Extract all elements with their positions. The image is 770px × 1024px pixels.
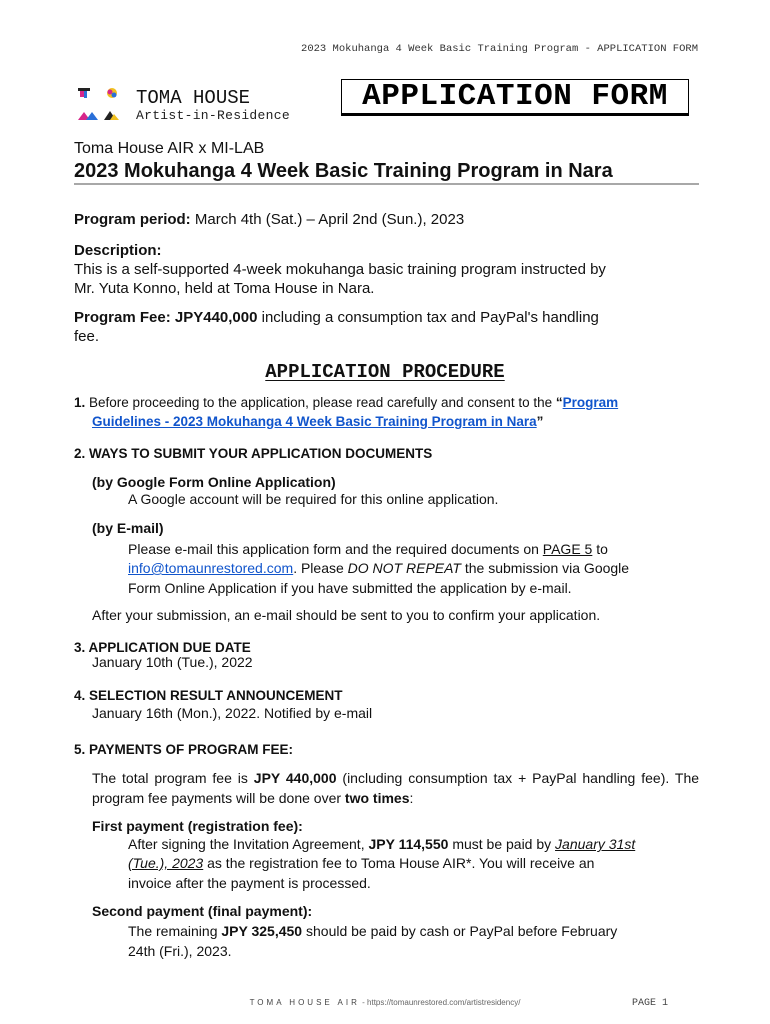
email-text-4: the submission via Google bbox=[464, 560, 630, 576]
program-fee-line-1 bbox=[74, 308, 599, 327]
procedure-heading: APPLICATION PROCEDURE bbox=[265, 361, 505, 383]
total-fee-amount: JPY 440,000 bbox=[253, 770, 337, 786]
running-header: 2023 Mokuhanga 4 Week Basic Training Program - APPLICATION FORM bbox=[301, 43, 698, 55]
email-address-link[interactable]: info@tomaunrestored.com bbox=[128, 560, 294, 576]
org-line: Toma House AIR x MI-LAB bbox=[74, 140, 265, 157]
after-submission-text: After your submission, an e-mail should be sent to you to confirm your application. bbox=[92, 607, 601, 623]
intro-text-b: (including consumption tax + PayPal handling bbox=[342, 770, 636, 786]
program-guidelines-link-cont[interactable]: Guidelines - 2023 Mokuhanga 4 Week Basic Training Program in Nara bbox=[92, 414, 537, 429]
description-line-1: This is a self-supported 4-week mokuhanga basic training program instructed by bbox=[74, 261, 606, 278]
step-2-heading: 2. WAYS TO SUBMIT YOUR APPLICATION DOCUMENTS bbox=[74, 446, 433, 461]
toma-house-logo-icon bbox=[76, 86, 122, 126]
first-payment-date-2: (Tue.), 2023 bbox=[128, 855, 204, 871]
footer-brand: TOMA HOUSE AIR bbox=[249, 998, 360, 1007]
email-label: (by E-mail) bbox=[92, 520, 164, 536]
first-payment-line-2 bbox=[128, 854, 594, 874]
description-label: Description: bbox=[74, 242, 162, 259]
close-quote: ” bbox=[536, 414, 544, 429]
step-1-line-1 bbox=[74, 395, 618, 410]
page-5-link[interactable]: PAGE 5 bbox=[542, 541, 593, 557]
second-payment-amount: JPY 325,450 bbox=[221, 923, 303, 939]
email-line-1 bbox=[128, 540, 608, 560]
second-payment-line-2: 24th (Fri.), 2023. bbox=[128, 943, 232, 959]
step-5-heading: 5. PAYMENTS OF PROGRAM FEE: bbox=[74, 742, 294, 757]
period-value: March 4th (Sat.) – April 2nd (Sun.), 2023 bbox=[194, 211, 465, 228]
first-text-a: After signing the Invitation Agreement, bbox=[128, 836, 365, 852]
program-title: 2023 Mokuhanga 4 Week Basic Training Program in Nara bbox=[74, 160, 613, 182]
description-line-2: Mr. Yuta Konno, held at Toma House in Nara. bbox=[74, 280, 375, 297]
step-3-heading: 3. APPLICATION DUE DATE bbox=[74, 640, 251, 655]
intro-text-a: The total program fee is bbox=[92, 770, 248, 786]
google-form-label: (by Google Form Online Application) bbox=[92, 474, 336, 490]
fee-label: Program Fee: bbox=[74, 309, 171, 326]
program-period bbox=[74, 210, 464, 229]
two-times-emphasis: two times bbox=[344, 790, 410, 806]
footer-url[interactable]: https://tomaunrestored.com/artistresidency/ bbox=[367, 998, 521, 1007]
announcement-value: January 16th (Mon.), 2022. Notified by e-mail bbox=[92, 705, 373, 721]
step-1-text: Before proceeding to the application, please read carefully and consent to the bbox=[89, 395, 553, 410]
second-text-a: The remaining bbox=[128, 923, 218, 939]
email-line-3: Form Online Application if you have submitted the application by e-mail. bbox=[128, 580, 572, 596]
first-payment-amount: JPY 114,550 bbox=[368, 836, 449, 852]
due-date-value: January 10th (Tue.), 2022 bbox=[92, 654, 253, 670]
title-divider bbox=[74, 183, 699, 185]
step-4-heading: 4. SELECTION RESULT ANNOUNCEMENT bbox=[74, 688, 343, 703]
email-text-2: to bbox=[596, 541, 608, 557]
second-payment-label: Second payment (final payment): bbox=[92, 903, 313, 919]
email-text-3: . Please bbox=[293, 560, 344, 576]
brand-subtitle: Artist-in-Residence bbox=[136, 108, 290, 123]
footer-separator: - bbox=[362, 998, 365, 1007]
form-title: APPLICATION FORM bbox=[362, 79, 668, 114]
second-payment-line-1 bbox=[128, 922, 617, 942]
open-quote: “ bbox=[555, 395, 563, 410]
brand-name: TOMA HOUSE bbox=[136, 87, 251, 109]
page-number: PAGE 1 bbox=[631, 998, 668, 1009]
period-label: Program period: bbox=[74, 211, 191, 228]
first-payment-date-1: January 31st bbox=[555, 836, 636, 852]
intro-text-c: fee). The program fee payments will be done over bbox=[92, 770, 700, 806]
email-text-1: Please e-mail this application form and the required documents on bbox=[128, 541, 539, 557]
fee-amount: JPY440,000 bbox=[174, 309, 258, 326]
program-fee-line-2: fee. bbox=[74, 328, 100, 345]
program-guidelines-link[interactable]: Program bbox=[562, 395, 619, 410]
first-payment-line-1 bbox=[128, 835, 635, 855]
fee-detail: including a consumption tax and PayPal's handling bbox=[261, 309, 599, 326]
form-title-box bbox=[341, 79, 689, 116]
first-text-c: as the registration fee to Toma House AIR*. You will receive an bbox=[207, 855, 595, 871]
google-form-text: A Google account will be required for this online application. bbox=[128, 491, 499, 507]
email-line-2 bbox=[128, 559, 629, 579]
first-payment-line-3: invoice after the payment is processed. bbox=[128, 875, 371, 891]
first-text-b: must be paid by bbox=[452, 836, 552, 852]
payment-intro bbox=[92, 768, 699, 808]
second-text-b: should be paid by cash or PayPal before February bbox=[306, 923, 618, 939]
do-not-repeat-emphasis: DO NOT REPEAT bbox=[347, 560, 461, 576]
intro-colon: : bbox=[409, 790, 414, 806]
step-1-line-2 bbox=[92, 414, 543, 429]
first-payment-label: First payment (registration fee): bbox=[92, 818, 303, 834]
step-1-number: 1. bbox=[74, 395, 86, 410]
